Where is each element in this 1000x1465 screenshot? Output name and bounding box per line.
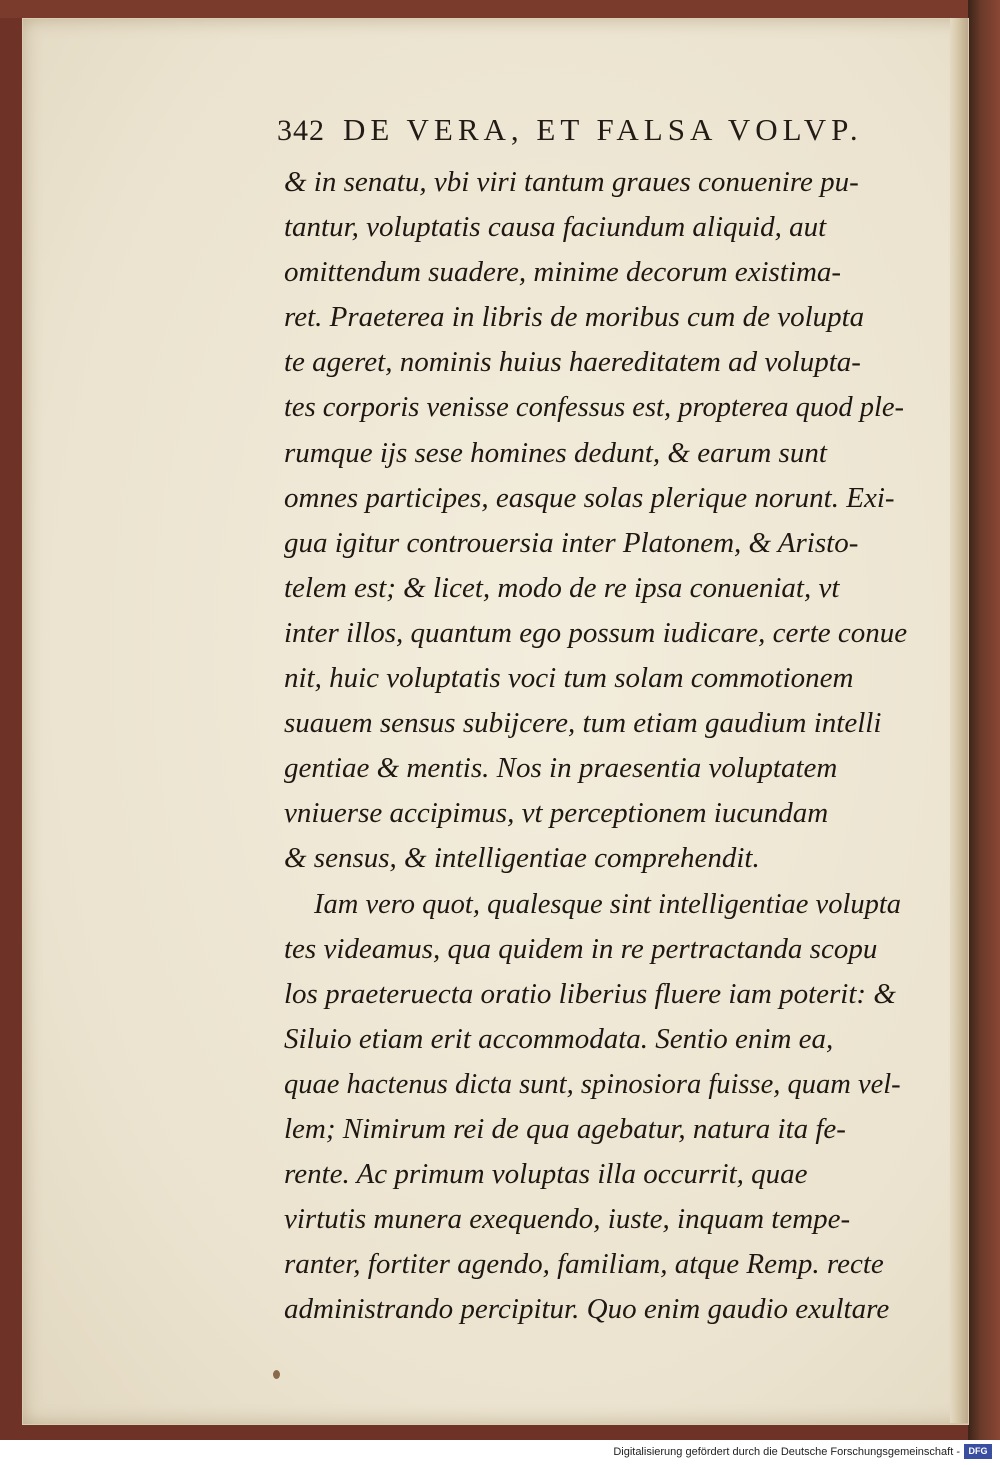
text-line: ret. Praeterea in libris de moribus cum de volupta (284, 301, 865, 334)
text-line: nit, huic voluptatis voci tum solam commotionem (284, 662, 854, 695)
text-line: los praeteruecta oratio liberius fluere iam poterit: & (284, 977, 896, 1010)
text-line: vniuerse accipimus, vt perceptionem iucundam (284, 797, 829, 830)
text-line: quae hactenus dicta sunt, spinosiora fuisse, quam vel- (284, 1068, 901, 1100)
text-line: Siluio etiam erit accommodata. Sentio enim ea, (284, 1022, 834, 1055)
text-line: & sensus, & intelligentiae comprehendit. (284, 842, 760, 875)
text-line: tes corporis venisse confessus est, propterea quod ple- (284, 392, 905, 424)
running-title: DE VERA, ET FALSA VOLVP. (343, 112, 863, 147)
text-line: rente. Ac primum voluptas illa occurrit, quae (284, 1158, 808, 1191)
text-line: omnes participes, easque solas plerique norunt. Exi- (284, 481, 895, 514)
paragraph-start-line: Iam vero quot, qualesque sint intelligentiae volupta (314, 888, 902, 920)
body-text (284, 160, 908, 1332)
text-line: suauem sensus subijcere, tum etiam gaudium intelli (284, 707, 882, 740)
text-line: gua igitur controuersia inter Platonem, & Aristo- (284, 526, 859, 559)
page-number: 342 (277, 114, 325, 147)
text-line: lem; Nimirum rei de qua agebatur, natura ita fe- (284, 1112, 846, 1145)
text-line: gentiae & mentis. Nos in praesentia voluptatem (284, 752, 838, 785)
text-line: rumque ijs sese homines dedunt, & earum sunt (284, 436, 827, 469)
dfg-logo: DFG (964, 1444, 992, 1459)
binding-board-top (0, 0, 1000, 18)
text-line: ranter, fortiter agendo, familiam, atque Remp. recte (284, 1248, 884, 1281)
page-edge-shadow (950, 18, 968, 1423)
text-line: & in senatu, vbi viri tantum graues conuenire pu- (284, 166, 859, 198)
text-line: telem est; & licet, modo de re ipsa conueniat, vt (284, 571, 840, 604)
text-line: administrando percipitur. Quo enim gaudio exultare (284, 1293, 890, 1326)
digitization-credit: Digitalisierung gefördert durch die Deutsche Forschungsgemeinschaft - (613, 1446, 960, 1458)
text-line: te ageret, nominis huius haereditatem ad volupta- (284, 346, 861, 379)
text-line: inter illos, quantum ego possum iudicare, certe conue (284, 616, 908, 649)
text-line: tes videamus, qua quidem in re pertractanda scopu (284, 932, 878, 965)
text-line: tantur, voluptatis causa faciundum aliquid, aut (284, 211, 827, 244)
text-line: omittendum suadere, minime decorum existima- (284, 256, 842, 289)
ink-spot (273, 1370, 280, 1379)
binding-board-right (968, 0, 1000, 1440)
text-line: virtutis munera exequendo, iuste, inquam tempe- (284, 1203, 851, 1236)
running-head (277, 112, 917, 162)
